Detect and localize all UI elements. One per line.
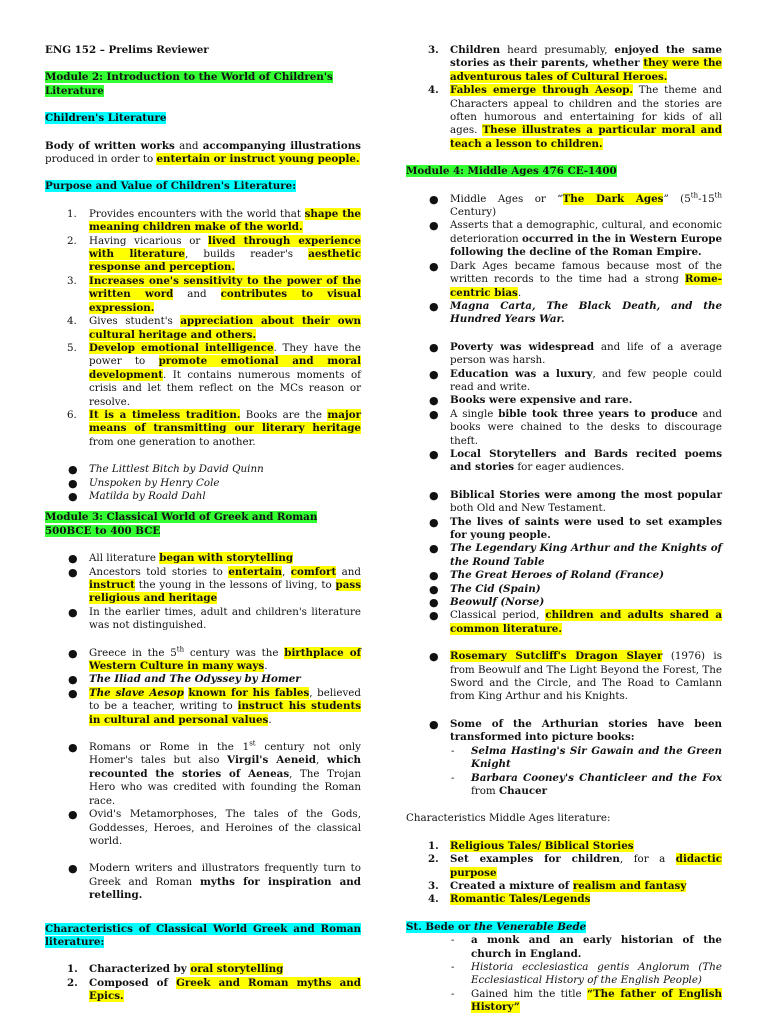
module-3-bullets-2 <box>45 647 361 727</box>
bullet-item <box>45 566 361 606</box>
dash-icon: - <box>451 987 455 1000</box>
bullet-icon: ● <box>429 569 439 583</box>
bullet-icon: ● <box>429 542 439 556</box>
numbered-item <box>45 275 361 315</box>
text-run: Middle Ages or “ <box>450 192 563 205</box>
text-run: Provides encounters with the world that <box>89 207 305 220</box>
dash-item <box>406 934 722 961</box>
text-run: century was the <box>184 646 285 659</box>
text-run: realism and fantasy <box>572 879 687 892</box>
text-run: Having vicarious or <box>89 234 209 247</box>
module-3-bullets-3 <box>45 741 361 848</box>
text-run: Poverty was widespread <box>450 340 595 353</box>
text-run: Historia ecclesiastica gentis Anglorum (The Ecclesiastical History of the English People) <box>471 960 722 987</box>
classical-characteristics-list <box>45 963 361 1003</box>
text-run: bible took three years to produce <box>498 407 698 420</box>
text-run: Greek and Roman myths and Epics. <box>89 976 361 1003</box>
numbered-item <box>45 208 361 235</box>
module-2-heading: Module 2: Introduction to the World of Children's Literature <box>45 71 333 97</box>
numbered-item <box>406 44 722 84</box>
text-run: appreciation about their own cultural heritage and others. <box>89 315 361 341</box>
book-title: Matilda by Roald Dahl <box>89 489 206 502</box>
text-run: Romantic Tales/Legends <box>450 893 591 906</box>
text-run: children and adults shared a common literature. <box>450 609 722 635</box>
text-run: , The Trojan Hero who was credited with founding the Roman race. <box>89 767 361 807</box>
text-run: The Cid (Spain) <box>450 582 541 595</box>
book-item <box>45 463 361 476</box>
book-item <box>45 490 361 503</box>
text-run: pass religious and heritage <box>89 579 361 605</box>
text-run: and books were chained to the desks to discourage theft. <box>450 407 722 447</box>
text-run: Characterized by <box>89 963 191 976</box>
bullet-item <box>406 583 722 596</box>
text-run: th <box>176 645 185 654</box>
text-run: The Dark Ages <box>562 192 664 205</box>
childrens-literature-heading: Children's Literature <box>45 112 167 125</box>
text-run: Classical period, <box>450 609 546 622</box>
text-run: These illustrates a particular moral and teach a lesson to children. <box>450 124 722 150</box>
item-number: 4. <box>67 315 77 328</box>
text-run: The slave Aesop <box>89 686 184 699</box>
text-run: Religious Tales/ Biblical Stories <box>450 839 634 852</box>
bullet-icon: ● <box>68 463 78 477</box>
text-run: which recounted the stories of Aeneas <box>89 754 361 780</box>
bullet-item <box>406 650 722 704</box>
dash-icon: - <box>451 960 455 973</box>
text-run: Rosemary Sutcliff's Dragon Slayer <box>450 650 663 663</box>
bullet-item <box>406 596 722 609</box>
bullet-icon: ● <box>68 565 78 579</box>
text-run: Greece in the 5 <box>89 646 177 659</box>
bullet-icon: ● <box>429 394 439 408</box>
item-number: 2. <box>67 976 78 989</box>
bullet-item <box>406 260 722 300</box>
text-run: , <box>281 565 291 578</box>
classical-characteristics-heading: Characteristics of Classical World Greek and Roman literature: <box>45 922 361 948</box>
text-run: , <box>315 754 327 767</box>
bullet-item <box>406 489 722 516</box>
text-run: Modern writers and illustrators frequently turn to Greek and Roman <box>89 862 361 888</box>
module-4-heading: Module 4: Middle Ages 476 CE-1400 <box>406 165 617 178</box>
text-run: entertain <box>228 565 282 578</box>
text-run: (1976) is from Beowulf and The Light Beyond the Forest, The Sword and the Circle, and The Road to Camlann from King Arthur and his Knights. <box>450 650 722 703</box>
text-run: Barbara Cooney's Chanticleer and the Fox <box>471 771 722 784</box>
definition-paragraph: Body of written works and accompanying illustrations produced in order to entertain or instruct young people. <box>45 139 361 166</box>
text-run: ” (5 <box>663 192 691 205</box>
bullet-item <box>406 219 722 259</box>
module-4-bullets-3 <box>406 489 722 636</box>
text-run: It is a timeless tradition. <box>89 408 241 421</box>
middle-ages-characteristics-list <box>406 840 722 907</box>
text-run: aesthetic response and perception. <box>89 248 361 274</box>
text-run: -15 <box>698 192 715 205</box>
text-run: . <box>264 660 268 673</box>
item-number: 6. <box>67 408 77 421</box>
bullet-item <box>406 542 722 569</box>
text-run: major means of transmitting our literary heritage <box>89 408 361 435</box>
bullet-item <box>406 300 722 327</box>
module-3-heading: Module 3: Classical World of Greek and Roman 500BCE to 400 BCE <box>45 511 318 537</box>
text-run: and life of a average person was harsh. <box>450 340 722 367</box>
text-run: The theme and Characters appeal to children and the stories are often humorous and entertaining for kids of all ages. <box>450 84 722 137</box>
item-number: 1. <box>428 839 439 852</box>
bullet-icon: ● <box>429 582 439 596</box>
bullet-item <box>45 687 361 727</box>
text-run: began with storytelling <box>159 552 294 565</box>
bullet-icon: ● <box>68 741 78 755</box>
text-run: didactic purpose <box>450 853 722 879</box>
bullet-item <box>45 808 361 848</box>
text-run: A single <box>450 407 499 420</box>
bullet-icon: ● <box>429 192 439 206</box>
bullet-icon: ● <box>429 219 439 233</box>
bullet-icon: ● <box>429 717 439 731</box>
bullet-icon: ● <box>429 650 439 664</box>
text-run: In the earlier times, adult and children's literature was not distinguished. <box>89 605 361 632</box>
middle-ages-characteristics-heading: Characteristics Middle Ages literature: <box>406 812 611 825</box>
text-run: . <box>517 286 522 299</box>
bullet-icon: ● <box>68 808 78 822</box>
text-run: Biblical Stories were among the most popular <box>450 488 722 501</box>
module-3-bullets-1 <box>45 552 361 632</box>
text-run: th <box>690 191 699 200</box>
text-run: , builds reader's <box>184 248 309 261</box>
bullet-icon: ● <box>68 673 78 687</box>
bede-heading: St. Bede or the Venerable Bede <box>406 920 587 933</box>
text-run: Develop emotional intelligence <box>89 341 274 354</box>
bullet-item <box>406 609 722 636</box>
numbered-item <box>406 853 722 880</box>
bullet-item <box>406 394 722 407</box>
text-run: Dark Ages became famous because most of the written records to the time had a strong <box>450 259 722 286</box>
bullet-item <box>406 516 722 543</box>
right-column <box>406 44 722 1015</box>
book-title: The Littlest Bitch by David Quinn <box>89 463 264 476</box>
bullet-item <box>406 341 722 368</box>
bullet-item <box>406 718 722 745</box>
bullet-item <box>406 408 722 448</box>
text-run: comfort <box>290 565 337 578</box>
text-run: both Old and New Testament. <box>450 502 606 515</box>
module-3-bullets-4 <box>45 862 361 902</box>
bullet-item <box>406 368 722 395</box>
module-4-bullets-4 <box>406 650 722 704</box>
bullet-item <box>45 552 361 565</box>
text-run: Beowulf (Norse) <box>450 596 545 609</box>
text-run: Romans or Rome in the 1 <box>89 741 250 754</box>
item-number: 1. <box>67 963 78 976</box>
bullet-icon: ● <box>68 489 78 503</box>
bullet-icon: ● <box>429 609 439 623</box>
text-run: Books are the <box>240 408 328 421</box>
text-run: th <box>714 191 722 200</box>
bullet-item <box>45 741 361 808</box>
text-run: . It contains numerous moments of crisis and let them reflect on the MCs reason or resolve. <box>89 368 361 408</box>
text-run: Composed of <box>89 976 177 989</box>
text-run: st <box>249 739 256 748</box>
text-run: Gained him the title <box>471 987 588 1000</box>
text-run: Children <box>450 44 501 56</box>
item-number: 3. <box>428 879 439 892</box>
text-run: and <box>336 565 362 578</box>
bullet-icon: ● <box>429 259 439 273</box>
text-run: enjoyed the same stories as their parents, whether <box>450 44 723 70</box>
bullet-icon: ● <box>429 367 439 381</box>
text-run: Created a mixture of <box>450 879 573 892</box>
document-title: ENG 152 – Prelims Reviewer <box>45 44 209 56</box>
bullet-item <box>406 193 722 220</box>
dash-icon: - <box>451 744 455 757</box>
bullet-icon: ● <box>68 686 78 700</box>
dash-icon: - <box>451 771 455 784</box>
bullet-icon: ● <box>429 340 439 354</box>
item-number: 5. <box>67 341 77 354</box>
item-number: 2. <box>428 853 439 866</box>
bullet-item <box>406 569 722 582</box>
numbered-item <box>45 409 361 449</box>
item-number: 2. <box>67 234 77 247</box>
text-run: Asserts that a demographic, cultural, and economic deterioration <box>450 219 722 245</box>
bullet-icon: ● <box>429 447 439 461</box>
text-run: instruct <box>89 579 135 591</box>
item-number: 1. <box>67 207 77 220</box>
text-run: Magna Carta, The Black Death, and the Hundred Years War. <box>450 299 722 326</box>
dash-item <box>406 772 722 799</box>
bullet-icon: ● <box>429 515 439 529</box>
text-run: oral storytelling <box>190 963 284 976</box>
text-run: Ancestors told stories to <box>89 565 229 578</box>
text-run: heard presumably, <box>500 44 615 56</box>
text-run: The lives of saints were used to set examples for young people. <box>450 515 722 541</box>
text-run: birthplace of Western Culture in many ways <box>89 646 361 673</box>
bullet-item <box>45 606 361 633</box>
text-run: Ovid's Metamorphoses, The tales of the Gods, Goddesses, Heroes, and Heroines of the classical world. <box>89 808 361 847</box>
text-run: , believed to be a teacher, writing to <box>89 686 361 713</box>
text-run: The Legendary King Arthur and the Knights of the Round Table <box>450 542 722 568</box>
text-run: , and few people could read and write. <box>450 367 722 393</box>
purpose-list <box>45 208 361 449</box>
text-run: Education was a luxury <box>450 367 593 380</box>
text-run: from <box>471 784 499 797</box>
text-run: lived through experience with literature <box>89 234 361 261</box>
item-number: 3. <box>428 44 439 56</box>
numbered-item <box>406 84 722 151</box>
text-run: Local Storytellers and Bards recited poems and stories <box>450 447 722 474</box>
text-run: century not only Homer's tales but also <box>89 741 361 767</box>
bullet-icon: ● <box>68 552 78 566</box>
text-run: Rome-centric bias <box>450 273 722 299</box>
text-run: a monk and an early historian of the church in England. <box>471 934 722 960</box>
classical-characteristics-continued <box>406 44 722 151</box>
text-run: . They have the power to <box>89 341 361 368</box>
text-run: and <box>173 288 221 301</box>
text-run: myths for inspiration and retelling. <box>89 875 361 902</box>
bede-list <box>406 934 722 1014</box>
book-item <box>45 477 361 490</box>
purpose-heading: Purpose and Value of Children's Literature: <box>45 180 297 193</box>
numbered-item <box>406 893 722 906</box>
text-run: Set examples for children <box>450 853 620 866</box>
bullet-icon: ● <box>429 407 439 421</box>
text-run: “The father of English History” <box>471 987 723 1014</box>
text-run: from one generation to another. <box>89 435 256 448</box>
text-run: . <box>268 713 272 726</box>
numbered-item <box>45 977 361 1004</box>
bullet-item <box>45 673 361 686</box>
bullet-item <box>45 647 361 674</box>
text-run: they were the adventurous tales of Cultural Heroes. <box>450 57 722 83</box>
bullet-icon: ● <box>68 605 78 619</box>
bullet-icon: ● <box>429 488 439 502</box>
book-title: Unspoken by Henry Cole <box>89 476 220 489</box>
picture-books-list <box>406 745 722 799</box>
text-run: shape the meaning children make of the world. <box>89 207 361 234</box>
text-run: Books were expensive and rare. <box>450 394 633 407</box>
bullet-icon: ● <box>429 299 439 313</box>
text-run: Fables emerge through Aesop. <box>450 84 633 97</box>
module-4-bullets-5 <box>406 718 722 745</box>
text-run: Chaucer <box>498 784 548 797</box>
item-number: 4. <box>428 84 439 97</box>
text-run: Increases one's sensitivity to the power of the written word <box>89 274 361 301</box>
dash-icon: - <box>451 934 455 947</box>
numbered-item <box>45 963 361 976</box>
text-run: the young in the lessons of living, to <box>134 579 336 591</box>
text-run: known for his fables <box>188 686 310 699</box>
bullet-icon: ● <box>68 862 78 876</box>
text-run: instruct his students in cultural and personal values <box>89 700 361 726</box>
text-run: Selma Hasting's Sir Gawain and the Green Knight <box>471 744 722 771</box>
bullet-icon: ● <box>68 646 78 660</box>
bullet-icon: ● <box>68 476 78 490</box>
text-run: Century) <box>450 206 497 219</box>
numbered-item <box>45 315 361 342</box>
module-4-bullets-1 <box>406 193 722 327</box>
numbered-item <box>406 880 722 893</box>
text-run: All literature <box>89 552 160 565</box>
text-run: occurred in the in Western Europe following the decline of the Roman Empire. <box>450 232 722 259</box>
item-number: 4. <box>428 893 439 906</box>
bullet-item <box>45 862 361 902</box>
book-list <box>45 463 361 503</box>
text-run: promote emotional and moral development <box>89 355 361 381</box>
numbered-item <box>45 235 361 275</box>
bullet-item <box>406 448 722 475</box>
text-run: Gives student's <box>89 315 181 328</box>
bullet-icon: ● <box>429 596 439 610</box>
left-column <box>45 44 361 1004</box>
numbered-item <box>45 342 361 409</box>
text-run: Virgil's Aeneid <box>227 754 316 767</box>
text-run: Some of the Arthurian stories have been transformed into picture books: <box>450 717 722 744</box>
text-run: for eager audiences. <box>514 461 625 474</box>
text-run: , for a <box>619 853 676 866</box>
text-run: contributes to visual expression. <box>89 288 361 314</box>
dash-item <box>406 961 722 988</box>
numbered-item <box>406 840 722 853</box>
module-4-bullets-2 <box>406 341 722 475</box>
text-run: The Great Heroes of Roland (France) <box>450 569 665 582</box>
dash-item <box>406 745 722 772</box>
item-number: 3. <box>67 274 77 287</box>
text-run: The Iliad and The Odyssey by Homer <box>89 673 301 686</box>
dash-item <box>406 988 722 1015</box>
